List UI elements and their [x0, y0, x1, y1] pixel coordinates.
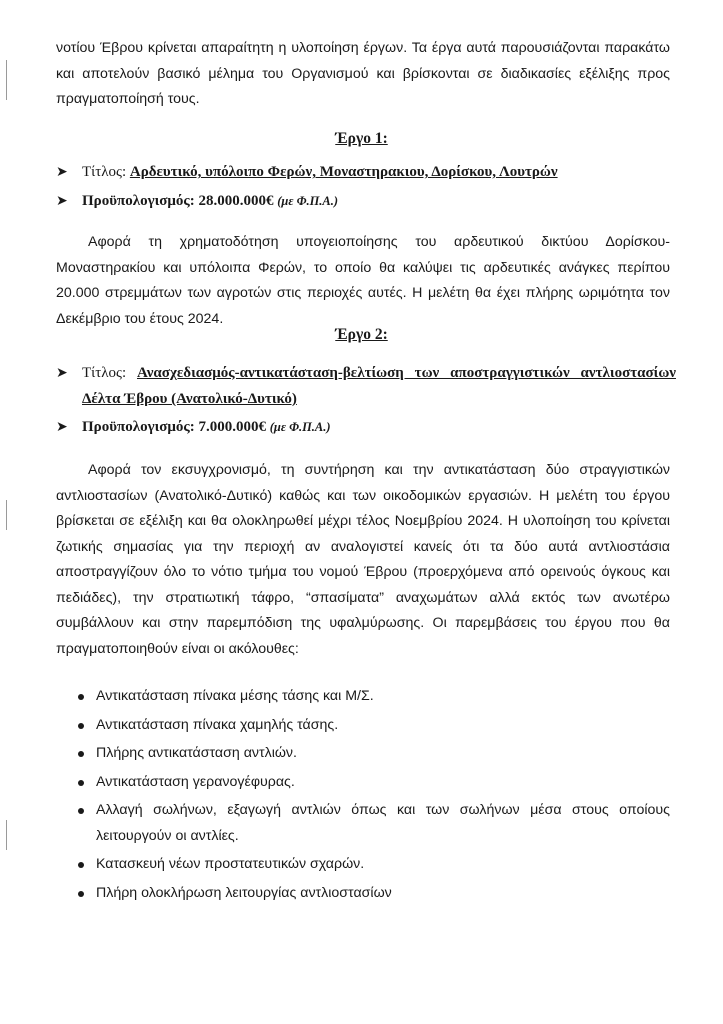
project2-budget-label: Προϋπολογισμός: [82, 419, 195, 435]
list-item: Πλήρης αντικατάσταση αντλιών. [64, 741, 670, 767]
project1-heading: Έργο 1: [335, 130, 388, 147]
arrow-bullet-icon: ➤ [56, 365, 68, 381]
project1-budget-value: 28.000.000€ [198, 193, 274, 209]
project1-budget-note: (με Φ.Π.Α.) [277, 194, 339, 208]
project2-budget-row [56, 414, 676, 440]
arrow-bullet-icon: ➤ [56, 164, 68, 180]
arrow-bullet-icon: ➤ [56, 193, 68, 209]
project2-title-row [56, 360, 676, 412]
project1-description: Αφορά τη χρηματοδότηση υπογειοποίησης του αρδευτικού δικτύου Δορίσκου-Μοναστηρακίου και υπόλοιπα Φερών, το οποίο θα καλύψει τις αρδευτικές ανάγκες περίπου 20.000 στρεμμάτων των αγροτών στις περιοχές αυτές. Η μελέτη θα έχει πλήρης ωριμότητα τον Δεκέμβριο του έτους 2024. [56, 234, 670, 327]
bullet-dot-icon [78, 891, 84, 897]
bullet-dot-icon [78, 780, 84, 786]
bullet-dot-icon [78, 751, 84, 757]
bullet-dot-icon [78, 723, 84, 729]
project1-budget-label: Προϋπολογισμός: [82, 193, 195, 209]
list-item: Αντικατάσταση γερανογέφυρας. [64, 770, 670, 796]
intro-paragraph: νοτίου Έβρου κρίνεται απαραίτητη η υλοποίηση έργων. Τα έργα αυτά παρουσιάζονται παρακάτω και αποτελούν βασικό μέλημα του Οργανισμού και βρίσκονται σε διαδικασίες εξέλιξης προς πραγματοποίησή τους. [56, 40, 670, 107]
project2-budget-value: 7.000.000€ [198, 419, 266, 435]
bullet-dot-icon [78, 808, 84, 814]
project2-budget-note: (με Φ.Π.Α.) [269, 420, 331, 434]
list-item: Πλήρη ολοκλήρωση λειτουργίας αντλιοστασίων [64, 881, 670, 907]
list-item: Αντικατάσταση πίνακα χαμηλής τάσης. [64, 713, 670, 739]
project2-heading: Έργο 2: [335, 326, 388, 343]
scan-margin-mark [6, 60, 7, 100]
bullet-dot-icon [78, 694, 84, 700]
arrow-bullet-icon: ➤ [56, 419, 68, 435]
list-item: Αλλαγή σωλήνων, εξαγωγή αντλιών όπως και των σωλήνων μέσα στους οποίους λειτουργούν οι αντλίες. [64, 798, 670, 849]
project2-title-label: Τίτλος: [82, 365, 127, 381]
scan-margin-mark [6, 820, 7, 850]
list-item: Κατασκευή νέων προστατευτικών σχαρών. [64, 852, 670, 878]
bullet-dot-icon [78, 862, 84, 868]
project1-title-row [56, 159, 676, 185]
project1-title-label: Τίτλος: [82, 164, 127, 180]
project2-title: Ανασχεδιασμός-αντικατάσταση-βελτίωση των αποστραγγιστικών αντλιοστασίων Δέλτα Έβρου (Ανατολικό-Δυτικό) [82, 365, 676, 407]
project1-budget-row [56, 188, 676, 214]
interventions-list [64, 684, 670, 909]
project2-description: Αφορά τον εκσυγχρονισμό, τη συντήρηση και την αντικατάσταση δύο στραγγιστικών αντλιοστασίων (Ανατολικό-Δυτικό) καθώς και των οικοδομικών εργασιών. Η μελέτη του έργου βρίσκεται σε εξέλιξη και θα ολοκληρωθεί μέχρι τέλος Νοεμβρίου 2024. Η υλοποίηση του κρίνεται ζωτικής σημασίας για την περιοχή αν αναλογιστεί κανείς ότι τα δύο αυτά αντλιοστάσια αποστραγγίζουν όλο το νότιο τμήμα του νομού Έβρου (προερχόμενα από ορεινούς όγκους και πεδιάδες), την στρατιωτική τάφρο, “σπασίματα” αναχωμάτων αλλά εκτός των ανωτέρω συμβάλλουν και στην παρεμπόδιση της υφαλμύρωσης. Οι παρεμβάσεις του έργου που θα πραγματοποιηθούν είναι οι ακόλουθες: [56, 462, 670, 657]
scan-margin-mark [6, 500, 7, 530]
project1-title: Αρδευτικό, υπόλοιπο Φερών, Μοναστηρακιου, Δορίσκου, Λουτρών [129, 164, 558, 180]
list-item: Αντικατάσταση πίνακα μέσης τάσης και Μ/Σ. [64, 684, 670, 710]
